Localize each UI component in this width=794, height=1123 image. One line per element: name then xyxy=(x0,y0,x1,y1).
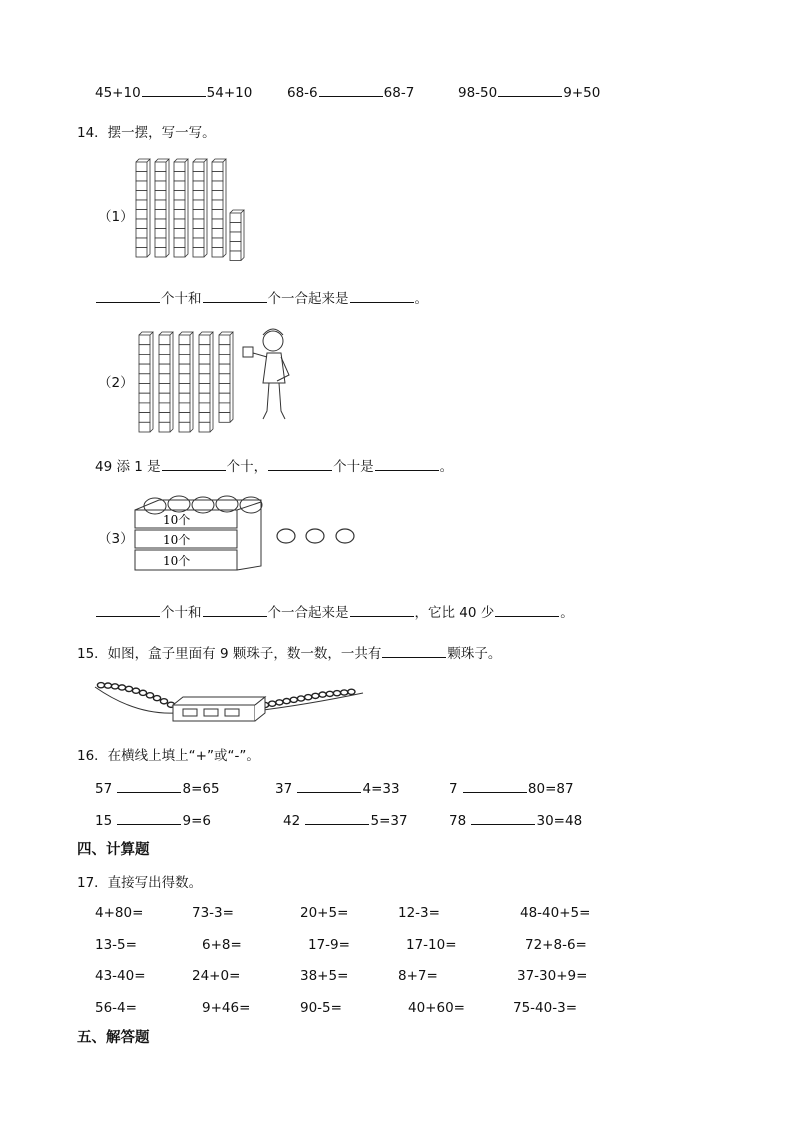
arithmetic-item: 6+8= xyxy=(202,937,242,953)
bead xyxy=(319,692,326,697)
arithmetic-item: 37-30+9= xyxy=(517,968,588,984)
crate-label-1: 10个 xyxy=(163,513,191,527)
section-heading-5: 五、解答题 xyxy=(77,1030,150,1046)
arithmetic-item: 17-10= xyxy=(406,937,457,953)
compare-item-1: 45+10 54+10 xyxy=(95,85,253,101)
bead xyxy=(104,683,111,688)
fill-sign-item-3: 7 80=87 xyxy=(449,781,574,797)
answer-blank[interactable] xyxy=(268,458,332,471)
ten-rod xyxy=(159,332,173,432)
arithmetic-item: 72+8-6= xyxy=(525,937,587,953)
arithmetic-item: 90-5= xyxy=(300,1000,342,1016)
question-16-title: 16．在横线上填上“+”或“-”。 xyxy=(77,748,260,764)
answer-blank[interactable] xyxy=(96,604,160,617)
answer-blank[interactable] xyxy=(375,458,439,471)
bead-string-figure xyxy=(95,675,365,725)
bead xyxy=(312,693,319,698)
question-14-part-3: 个十和 个一合起来是 ，它比 40 少 。 xyxy=(95,601,574,621)
fill-sign-item-4: 15 9=6 xyxy=(95,813,211,829)
ten-rod xyxy=(155,159,169,257)
fill-sign-item-2: 37 4=33 xyxy=(275,781,400,797)
part-label-2: （2） xyxy=(98,375,134,391)
bead xyxy=(341,690,348,695)
arithmetic-item: 13-5= xyxy=(95,937,137,953)
bead xyxy=(118,685,125,690)
ten-rod xyxy=(179,332,193,432)
tens-rods-figure-2 xyxy=(135,323,295,435)
answer-blank[interactable] xyxy=(162,458,226,471)
bead-box xyxy=(173,697,265,721)
ones-rod xyxy=(230,210,244,261)
ten-rod xyxy=(139,332,153,432)
arithmetic-item: 12-3= xyxy=(398,905,440,921)
arithmetic-item: 75-40-3= xyxy=(513,1000,577,1016)
bead xyxy=(283,699,290,704)
question-14-part-2: 49 添 1 是 个十， 个十是 。 xyxy=(95,459,454,475)
arithmetic-item: 38+5= xyxy=(300,968,349,984)
answer-blank[interactable] xyxy=(203,290,267,303)
question-14-title: 14．摆一摆，写一写。 xyxy=(77,125,216,141)
answer-blank[interactable] xyxy=(203,604,267,617)
answer-blank[interactable] xyxy=(382,645,446,658)
arithmetic-item: 56-4= xyxy=(95,1000,137,1016)
answer-blank[interactable] xyxy=(305,812,369,825)
tens-rods-figure-1 xyxy=(130,155,265,265)
bead xyxy=(326,691,333,696)
answer-blank[interactable] xyxy=(117,812,181,825)
fill-sign-item-5: 42 5=37 xyxy=(283,813,408,829)
bead xyxy=(153,696,160,701)
fill-sign-item-1: 57 8=65 xyxy=(95,781,220,797)
bead xyxy=(348,689,355,694)
arithmetic-item: 20+5= xyxy=(300,905,349,921)
part-label-3: （3） xyxy=(98,531,134,547)
ten-rod xyxy=(199,332,213,432)
section-heading-4: 四、计算题 xyxy=(77,842,150,858)
question-15: 15．如图，盒子里面有 9 颗珠子，数一数，一共有 颗珠子。 xyxy=(77,646,502,662)
answer-blank[interactable] xyxy=(350,290,414,303)
bead xyxy=(160,699,167,704)
answer-blank[interactable] xyxy=(319,84,383,97)
bead xyxy=(290,697,297,702)
bead xyxy=(97,683,104,688)
fill-sign-item-6: 78 30=48 xyxy=(449,813,583,829)
ten-rod xyxy=(193,159,207,257)
bead xyxy=(297,696,304,701)
bead xyxy=(269,701,276,706)
bead xyxy=(111,684,118,689)
answer-blank[interactable] xyxy=(498,84,562,97)
answer-blank[interactable] xyxy=(495,604,559,617)
answer-blank[interactable] xyxy=(142,84,206,97)
bead xyxy=(146,693,153,698)
crate-label-2: 10个 xyxy=(163,533,191,547)
ten-rod xyxy=(136,159,150,257)
answer-blank[interactable] xyxy=(350,604,414,617)
compare-item-3: 98-50 9+50 xyxy=(458,85,601,101)
arithmetic-item: 17-9= xyxy=(308,937,350,953)
bead xyxy=(132,688,139,693)
bead xyxy=(305,695,312,700)
egg-crate-figure xyxy=(133,488,363,578)
arithmetic-item: 8+7= xyxy=(398,968,438,984)
answer-blank[interactable] xyxy=(117,780,181,793)
ones-rod xyxy=(219,332,233,422)
arithmetic-item: 43-40= xyxy=(95,968,146,984)
crate-label-3: 10个 xyxy=(163,554,191,568)
arithmetic-item: 48-40+5= xyxy=(520,905,591,921)
bead xyxy=(276,700,283,705)
compare-item-2: 68-6 68-7 xyxy=(287,85,415,101)
answer-blank[interactable] xyxy=(297,780,361,793)
question-17-title: 17．直接写出得数。 xyxy=(77,875,203,891)
arithmetic-item: 9+46= xyxy=(202,1000,251,1016)
bead xyxy=(139,690,146,695)
arithmetic-item: 40+60= xyxy=(408,1000,465,1016)
part-label-1: （1） xyxy=(98,209,134,225)
answer-blank[interactable] xyxy=(463,780,527,793)
arithmetic-item: 73-3= xyxy=(192,905,234,921)
arithmetic-item: 4+80= xyxy=(95,905,144,921)
boy-holding-cube-illustration xyxy=(243,329,289,419)
answer-blank[interactable] xyxy=(96,290,160,303)
answer-blank[interactable] xyxy=(471,812,535,825)
bead xyxy=(333,691,340,696)
bead xyxy=(125,686,132,691)
arithmetic-item: 24+0= xyxy=(192,968,241,984)
ten-rod xyxy=(212,159,226,257)
ten-rod xyxy=(174,159,188,257)
question-14-part-1: 个十和 个一合起来是 。 xyxy=(95,287,428,307)
